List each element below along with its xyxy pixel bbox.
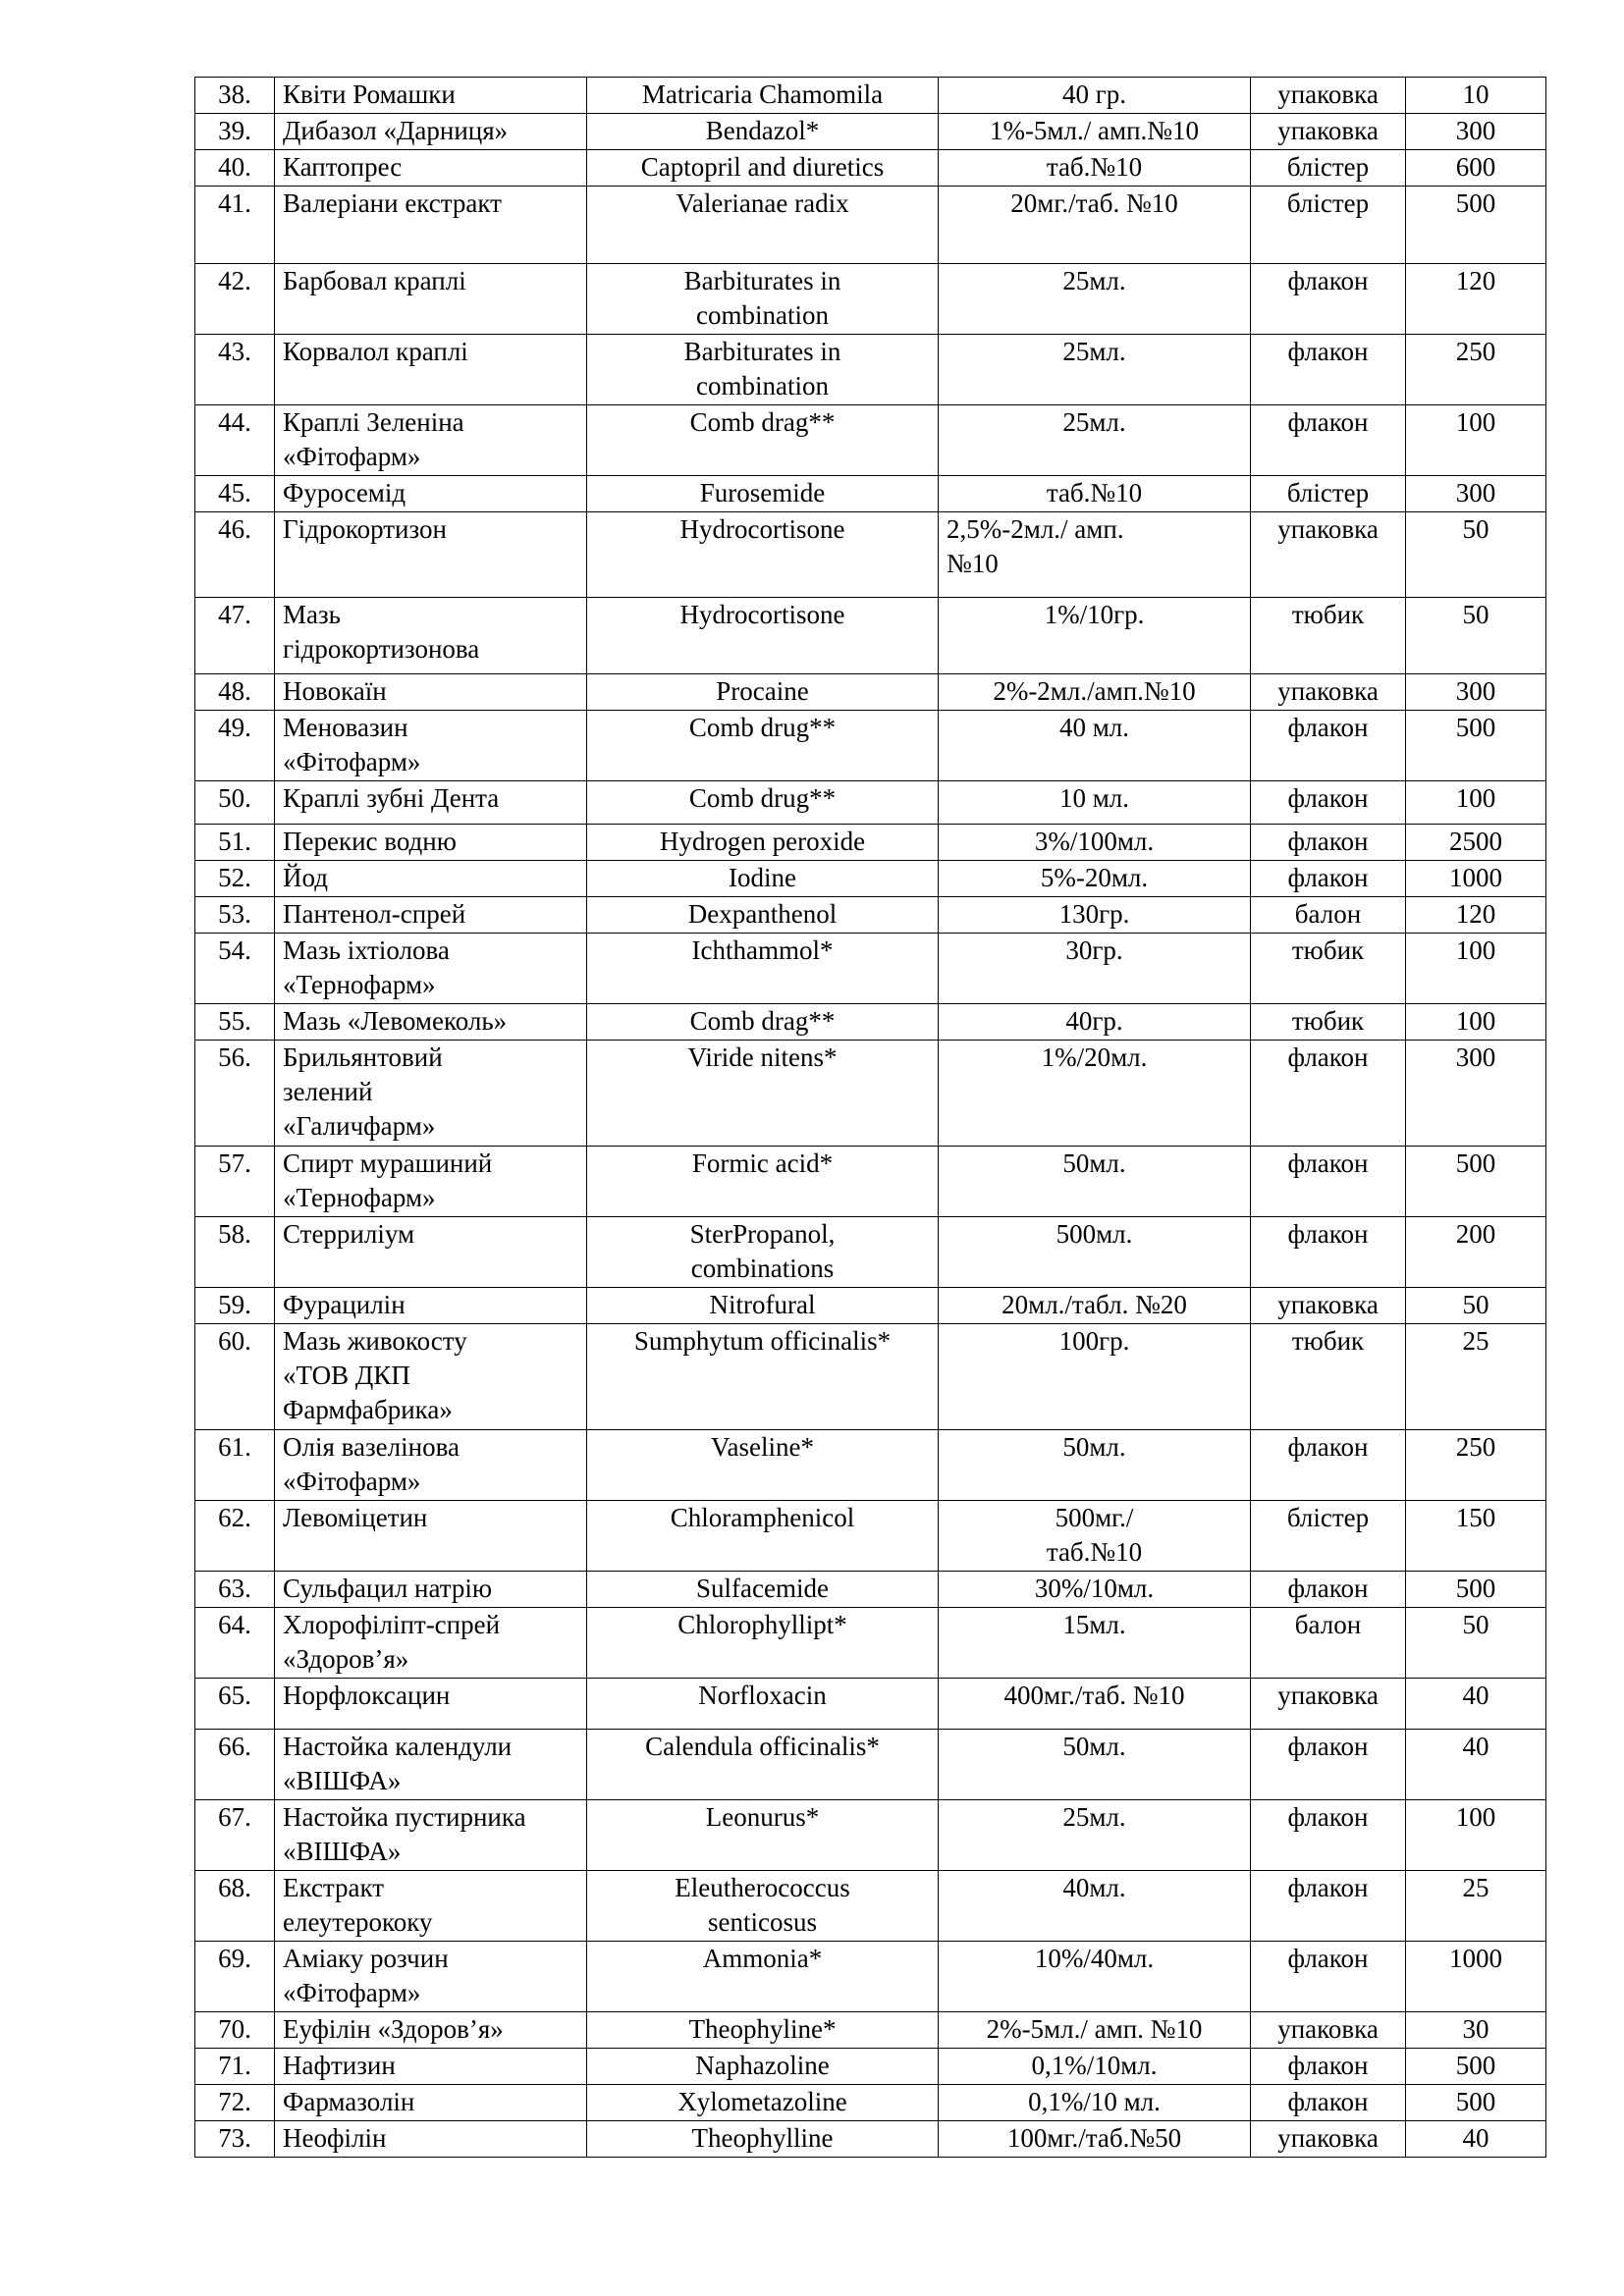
row-number-cell: 44. bbox=[195, 405, 275, 476]
medicine-name-cell: Фурацилін bbox=[275, 1288, 587, 1324]
international-name-cell: Viride nitens* bbox=[587, 1041, 939, 1147]
table-row bbox=[195, 1430, 1546, 1501]
medicine-name-cell: Настойка пустирника «ВІШФА» bbox=[275, 1800, 587, 1871]
row-number-cell: 58. bbox=[195, 1217, 275, 1288]
row-number-cell: 73. bbox=[195, 2121, 275, 2158]
medicine-name-cell: Аміаку розчин «Фітофарм» bbox=[275, 1942, 587, 2012]
medicine-name-cell: Пантенол-спрей bbox=[275, 897, 587, 934]
international-name-cell: Ammonia* bbox=[587, 1942, 939, 2012]
international-name-cell: Barbiturates in combination bbox=[587, 264, 939, 335]
quantity-cell: 1000 bbox=[1406, 1942, 1546, 2012]
table-row bbox=[195, 1730, 1546, 1800]
medicine-name-cell: Новокаїн bbox=[275, 674, 587, 711]
unit-of-measure-cell: флакон bbox=[1251, 1572, 1406, 1608]
row-number-cell: 66. bbox=[195, 1730, 275, 1800]
medicine-name-cell: Спирт мурашиний «Тернофарм» bbox=[275, 1147, 587, 1217]
dosage-form-cell: 25мл. bbox=[939, 335, 1251, 405]
table-row bbox=[195, 1041, 1546, 1147]
medicine-name-cell: Каптопрес bbox=[275, 150, 587, 187]
dosage-form-cell: 130гр. bbox=[939, 897, 1251, 934]
medicine-name-cell: Фуросемід bbox=[275, 476, 587, 512]
international-name-cell: Theophyline* bbox=[587, 2012, 939, 2049]
row-number-cell: 67. bbox=[195, 1800, 275, 1871]
dosage-form-cell: 30гр. bbox=[939, 934, 1251, 1004]
row-number-cell: 64. bbox=[195, 1608, 275, 1679]
dosage-form-cell: таб.№10 bbox=[939, 150, 1251, 187]
table-row bbox=[195, 512, 1546, 598]
international-name-cell: Comb drug** bbox=[587, 781, 939, 825]
international-name-cell: Hydrocortisone bbox=[587, 512, 939, 598]
medicine-name-cell: Гідрокортизон bbox=[275, 512, 587, 598]
row-number-cell: 57. bbox=[195, 1147, 275, 1217]
row-number-cell: 71. bbox=[195, 2049, 275, 2085]
quantity-cell: 300 bbox=[1406, 476, 1546, 512]
quantity-cell: 600 bbox=[1406, 150, 1546, 187]
international-name-cell: Comb drag** bbox=[587, 405, 939, 476]
unit-of-measure-cell: балон bbox=[1251, 1608, 1406, 1679]
medicine-name-cell: Корвалол краплі bbox=[275, 335, 587, 405]
medicines-table bbox=[194, 77, 1546, 2158]
unit-of-measure-cell: упаковка bbox=[1251, 2121, 1406, 2158]
table-row bbox=[195, 825, 1546, 861]
international-name-cell: Captopril and diuretics bbox=[587, 150, 939, 187]
quantity-cell: 1000 bbox=[1406, 861, 1546, 897]
quantity-cell: 500 bbox=[1406, 2049, 1546, 2085]
medicine-name-cell: Фармазолін bbox=[275, 2085, 587, 2121]
medicine-name-cell: Стерриліум bbox=[275, 1217, 587, 1288]
row-number-cell: 69. bbox=[195, 1942, 275, 2012]
medicine-name-cell: Квіти Ромашки bbox=[275, 78, 587, 114]
row-number-cell: 68. bbox=[195, 1871, 275, 1942]
medicine-name-cell: Валеріани екстракт bbox=[275, 187, 587, 264]
row-number-cell: 50. bbox=[195, 781, 275, 825]
quantity-cell: 40 bbox=[1406, 1730, 1546, 1800]
dosage-form-cell: таб.№10 bbox=[939, 476, 1251, 512]
international-name-cell: Furosemide bbox=[587, 476, 939, 512]
dosage-form-cell: 25мл. bbox=[939, 1800, 1251, 1871]
quantity-cell: 100 bbox=[1406, 1800, 1546, 1871]
medicine-name-cell: Мазь іхтіолова «Тернофарм» bbox=[275, 934, 587, 1004]
international-name-cell: Valerianae radix bbox=[587, 187, 939, 264]
dosage-form-cell: 1%/20мл. bbox=[939, 1041, 1251, 1147]
dosage-form-cell: 50мл. bbox=[939, 1730, 1251, 1800]
unit-of-measure-cell: упаковка bbox=[1251, 2012, 1406, 2049]
table-row bbox=[195, 1324, 1546, 1430]
unit-of-measure-cell: флакон bbox=[1251, 711, 1406, 781]
row-number-cell: 39. bbox=[195, 114, 275, 150]
medicine-name-cell: Левоміцетин bbox=[275, 1501, 587, 1572]
international-name-cell: Barbiturates in combination bbox=[587, 335, 939, 405]
unit-of-measure-cell: флакон bbox=[1251, 1147, 1406, 1217]
table-row bbox=[195, 1679, 1546, 1730]
unit-of-measure-cell: упаковка bbox=[1251, 512, 1406, 598]
row-number-cell: 38. bbox=[195, 78, 275, 114]
international-name-cell: Vaseline* bbox=[587, 1430, 939, 1501]
dosage-form-cell: 30%/10мл. bbox=[939, 1572, 1251, 1608]
medicine-name-cell: Сульфацил натрію bbox=[275, 1572, 587, 1608]
international-name-cell: Ichthammol* bbox=[587, 934, 939, 1004]
row-number-cell: 45. bbox=[195, 476, 275, 512]
dosage-form-cell: 0,1%/10мл. bbox=[939, 2049, 1251, 2085]
quantity-cell: 120 bbox=[1406, 264, 1546, 335]
dosage-form-cell: 20мг./таб. №10 bbox=[939, 187, 1251, 264]
medicine-name-cell: Йод bbox=[275, 861, 587, 897]
unit-of-measure-cell: балон bbox=[1251, 897, 1406, 934]
table-row bbox=[195, 711, 1546, 781]
dosage-form-cell: 400мг./таб. №10 bbox=[939, 1679, 1251, 1730]
dosage-form-cell: 10%/40мл. bbox=[939, 1942, 1251, 2012]
quantity-cell: 250 bbox=[1406, 1430, 1546, 1501]
medicines-table-body bbox=[195, 78, 1546, 2158]
row-number-cell: 60. bbox=[195, 1324, 275, 1430]
medicine-name-cell: Мазь живокосту «ТОВ ДКП Фармфабрика» bbox=[275, 1324, 587, 1430]
row-number-cell: 59. bbox=[195, 1288, 275, 1324]
table-row bbox=[195, 934, 1546, 1004]
medicine-name-cell: Краплі Зеленіна «Фітофарм» bbox=[275, 405, 587, 476]
table-row bbox=[195, 476, 1546, 512]
unit-of-measure-cell: блістер bbox=[1251, 1501, 1406, 1572]
dosage-form-cell: 0,1%/10 мл. bbox=[939, 2085, 1251, 2121]
row-number-cell: 48. bbox=[195, 674, 275, 711]
row-number-cell: 52. bbox=[195, 861, 275, 897]
quantity-cell: 200 bbox=[1406, 1217, 1546, 1288]
unit-of-measure-cell: тюбик bbox=[1251, 1324, 1406, 1430]
international-name-cell: Chloramphenicol bbox=[587, 1501, 939, 1572]
table-row bbox=[195, 1147, 1546, 1217]
unit-of-measure-cell: флакон bbox=[1251, 1871, 1406, 1942]
dosage-form-cell: 40 гр. bbox=[939, 78, 1251, 114]
table-row bbox=[195, 1942, 1546, 2012]
row-number-cell: 70. bbox=[195, 2012, 275, 2049]
dosage-form-cell: 15мл. bbox=[939, 1608, 1251, 1679]
international-name-cell: Matricaria Chamomila bbox=[587, 78, 939, 114]
quantity-cell: 100 bbox=[1406, 405, 1546, 476]
international-name-cell: Procaine bbox=[587, 674, 939, 711]
quantity-cell: 40 bbox=[1406, 2121, 1546, 2158]
medicine-name-cell: Екстракт елеутерококу bbox=[275, 1871, 587, 1942]
international-name-cell: SterPropanol, combinations bbox=[587, 1217, 939, 1288]
international-name-cell: Leonurus* bbox=[587, 1800, 939, 1871]
unit-of-measure-cell: флакон bbox=[1251, 1217, 1406, 1288]
medicine-name-cell: Мазь «Левомеколь» bbox=[275, 1004, 587, 1041]
table-row bbox=[195, 781, 1546, 825]
table-row bbox=[195, 114, 1546, 150]
unit-of-measure-cell: упаковка bbox=[1251, 674, 1406, 711]
row-number-cell: 61. bbox=[195, 1430, 275, 1501]
dosage-form-cell: 2%-5мл./ амп. №10 bbox=[939, 2012, 1251, 2049]
table-row bbox=[195, 264, 1546, 335]
quantity-cell: 500 bbox=[1406, 2085, 1546, 2121]
unit-of-measure-cell: флакон bbox=[1251, 781, 1406, 825]
row-number-cell: 46. bbox=[195, 512, 275, 598]
international-name-cell: Formic acid* bbox=[587, 1147, 939, 1217]
international-name-cell: Nitrofural bbox=[587, 1288, 939, 1324]
dosage-form-cell: 50мл. bbox=[939, 1430, 1251, 1501]
international-name-cell: Bendazol* bbox=[587, 114, 939, 150]
unit-of-measure-cell: тюбик bbox=[1251, 1004, 1406, 1041]
dosage-form-cell: 2,5%-2мл./ амп. №10 bbox=[939, 512, 1251, 598]
table-row bbox=[195, 861, 1546, 897]
medicine-name-cell: Брильянтовий зелений «Галичфарм» bbox=[275, 1041, 587, 1147]
quantity-cell: 100 bbox=[1406, 934, 1546, 1004]
table-row bbox=[195, 1288, 1546, 1324]
unit-of-measure-cell: блістер bbox=[1251, 150, 1406, 187]
international-name-cell: Dexpanthenol bbox=[587, 897, 939, 934]
unit-of-measure-cell: флакон bbox=[1251, 1942, 1406, 2012]
quantity-cell: 500 bbox=[1406, 711, 1546, 781]
dosage-form-cell: 3%/100мл. bbox=[939, 825, 1251, 861]
dosage-form-cell: 40гр. bbox=[939, 1004, 1251, 1041]
medicine-name-cell: Меновазин «Фітофарм» bbox=[275, 711, 587, 781]
medicine-name-cell: Олія вазелінова «Фітофарм» bbox=[275, 1430, 587, 1501]
international-name-cell: Comb drug** bbox=[587, 711, 939, 781]
table-row bbox=[195, 150, 1546, 187]
quantity-cell: 10 bbox=[1406, 78, 1546, 114]
dosage-form-cell: 25мл. bbox=[939, 405, 1251, 476]
unit-of-measure-cell: тюбик bbox=[1251, 934, 1406, 1004]
medicine-name-cell: Мазь гідрокортизонова bbox=[275, 598, 587, 674]
row-number-cell: 53. bbox=[195, 897, 275, 934]
medicine-name-cell: Настойка календули «ВІШФА» bbox=[275, 1730, 587, 1800]
table-row bbox=[195, 1217, 1546, 1288]
dosage-form-cell: 2%-2мл./амп.№10 bbox=[939, 674, 1251, 711]
dosage-form-cell: 50мл. bbox=[939, 1147, 1251, 1217]
row-number-cell: 55. bbox=[195, 1004, 275, 1041]
unit-of-measure-cell: флакон bbox=[1251, 1730, 1406, 1800]
medicine-name-cell: Нафтизин bbox=[275, 2049, 587, 2085]
unit-of-measure-cell: флакон bbox=[1251, 1800, 1406, 1871]
quantity-cell: 2500 bbox=[1406, 825, 1546, 861]
quantity-cell: 300 bbox=[1406, 114, 1546, 150]
quantity-cell: 25 bbox=[1406, 1871, 1546, 1942]
row-number-cell: 72. bbox=[195, 2085, 275, 2121]
international-name-cell: Chlorophyllipt* bbox=[587, 1608, 939, 1679]
quantity-cell: 25 bbox=[1406, 1324, 1546, 1430]
unit-of-measure-cell: флакон bbox=[1251, 2049, 1406, 2085]
international-name-cell: Norfloxacin bbox=[587, 1679, 939, 1730]
table-row bbox=[195, 1800, 1546, 1871]
medicine-name-cell: Неофілін bbox=[275, 2121, 587, 2158]
table-row bbox=[195, 897, 1546, 934]
quantity-cell: 40 bbox=[1406, 1679, 1546, 1730]
row-number-cell: 51. bbox=[195, 825, 275, 861]
medicine-name-cell: Норфлоксацин bbox=[275, 1679, 587, 1730]
table-row bbox=[195, 2085, 1546, 2121]
unit-of-measure-cell: флакон bbox=[1251, 1041, 1406, 1147]
dosage-form-cell: 20мл./табл. №20 bbox=[939, 1288, 1251, 1324]
table-row bbox=[195, 674, 1546, 711]
unit-of-measure-cell: флакон bbox=[1251, 335, 1406, 405]
row-number-cell: 49. bbox=[195, 711, 275, 781]
unit-of-measure-cell: флакон bbox=[1251, 2085, 1406, 2121]
medicine-name-cell: Дибазол «Дарниця» bbox=[275, 114, 587, 150]
table-row bbox=[195, 2012, 1546, 2049]
table-row bbox=[195, 1608, 1546, 1679]
quantity-cell: 300 bbox=[1406, 1041, 1546, 1147]
international-name-cell: Theophylline bbox=[587, 2121, 939, 2158]
row-number-cell: 56. bbox=[195, 1041, 275, 1147]
row-number-cell: 43. bbox=[195, 335, 275, 405]
dosage-form-cell: 500мг./ таб.№10 bbox=[939, 1501, 1251, 1572]
medicine-name-cell: Хлорофіліпт-спрей «Здоров’я» bbox=[275, 1608, 587, 1679]
dosage-form-cell: 40 мл. bbox=[939, 711, 1251, 781]
international-name-cell: Eleutherococcus senticosus bbox=[587, 1871, 939, 1942]
row-number-cell: 63. bbox=[195, 1572, 275, 1608]
table-row bbox=[195, 405, 1546, 476]
international-name-cell: Iodine bbox=[587, 861, 939, 897]
table-row bbox=[195, 2121, 1546, 2158]
quantity-cell: 50 bbox=[1406, 1608, 1546, 1679]
dosage-form-cell: 10 мл. bbox=[939, 781, 1251, 825]
quantity-cell: 50 bbox=[1406, 598, 1546, 674]
international-name-cell: Calendula officinalis* bbox=[587, 1730, 939, 1800]
international-name-cell: Hydrogen peroxide bbox=[587, 825, 939, 861]
dosage-form-cell: 1%/10гр. bbox=[939, 598, 1251, 674]
quantity-cell: 120 bbox=[1406, 897, 1546, 934]
unit-of-measure-cell: блістер bbox=[1251, 476, 1406, 512]
quantity-cell: 100 bbox=[1406, 781, 1546, 825]
quantity-cell: 150 bbox=[1406, 1501, 1546, 1572]
quantity-cell: 250 bbox=[1406, 335, 1546, 405]
table-row bbox=[195, 598, 1546, 674]
dosage-form-cell: 25мл. bbox=[939, 264, 1251, 335]
quantity-cell: 100 bbox=[1406, 1004, 1546, 1041]
quantity-cell: 50 bbox=[1406, 512, 1546, 598]
unit-of-measure-cell: флакон bbox=[1251, 1430, 1406, 1501]
row-number-cell: 47. bbox=[195, 598, 275, 674]
international-name-cell: Comb drag** bbox=[587, 1004, 939, 1041]
unit-of-measure-cell: флакон bbox=[1251, 405, 1406, 476]
table-row bbox=[195, 1004, 1546, 1041]
unit-of-measure-cell: упаковка bbox=[1251, 78, 1406, 114]
unit-of-measure-cell: блістер bbox=[1251, 187, 1406, 264]
row-number-cell: 41. bbox=[195, 187, 275, 264]
quantity-cell: 500 bbox=[1406, 187, 1546, 264]
unit-of-measure-cell: флакон bbox=[1251, 264, 1406, 335]
unit-of-measure-cell: упаковка bbox=[1251, 1288, 1406, 1324]
table-row bbox=[195, 2049, 1546, 2085]
international-name-cell: Sulfacemide bbox=[587, 1572, 939, 1608]
table-row bbox=[195, 335, 1546, 405]
quantity-cell: 300 bbox=[1406, 674, 1546, 711]
unit-of-measure-cell: тюбик bbox=[1251, 598, 1406, 674]
row-number-cell: 65. bbox=[195, 1679, 275, 1730]
unit-of-measure-cell: упаковка bbox=[1251, 1679, 1406, 1730]
row-number-cell: 40. bbox=[195, 150, 275, 187]
international-name-cell: Sumphytum officinalis* bbox=[587, 1324, 939, 1430]
table-row bbox=[195, 78, 1546, 114]
quantity-cell: 500 bbox=[1406, 1572, 1546, 1608]
dosage-form-cell: 5%-20мл. bbox=[939, 861, 1251, 897]
quantity-cell: 30 bbox=[1406, 2012, 1546, 2049]
unit-of-measure-cell: упаковка bbox=[1251, 114, 1406, 150]
dosage-form-cell: 500мл. bbox=[939, 1217, 1251, 1288]
medicine-name-cell: Еуфілін «Здоров’я» bbox=[275, 2012, 587, 2049]
international-name-cell: Hydrocortisone bbox=[587, 598, 939, 674]
row-number-cell: 54. bbox=[195, 934, 275, 1004]
unit-of-measure-cell: флакон bbox=[1251, 861, 1406, 897]
dosage-form-cell: 100мг./таб.№50 bbox=[939, 2121, 1251, 2158]
row-number-cell: 62. bbox=[195, 1501, 275, 1572]
table-row bbox=[195, 1871, 1546, 1942]
table-row bbox=[195, 1572, 1546, 1608]
international-name-cell: Xylometazoline bbox=[587, 2085, 939, 2121]
dosage-form-cell: 1%-5мл./ амп.№10 bbox=[939, 114, 1251, 150]
unit-of-measure-cell: флакон bbox=[1251, 825, 1406, 861]
dosage-form-cell: 40мл. bbox=[939, 1871, 1251, 1942]
medicine-name-cell: Барбовал краплі bbox=[275, 264, 587, 335]
medicine-name-cell: Перекис водню bbox=[275, 825, 587, 861]
document-page bbox=[194, 77, 1545, 2158]
quantity-cell: 50 bbox=[1406, 1288, 1546, 1324]
table-row bbox=[195, 187, 1546, 264]
table-row bbox=[195, 1501, 1546, 1572]
row-number-cell: 42. bbox=[195, 264, 275, 335]
quantity-cell: 500 bbox=[1406, 1147, 1546, 1217]
medicine-name-cell: Краплі зубні Дента bbox=[275, 781, 587, 825]
dosage-form-cell: 100гр. bbox=[939, 1324, 1251, 1430]
international-name-cell: Naphazoline bbox=[587, 2049, 939, 2085]
